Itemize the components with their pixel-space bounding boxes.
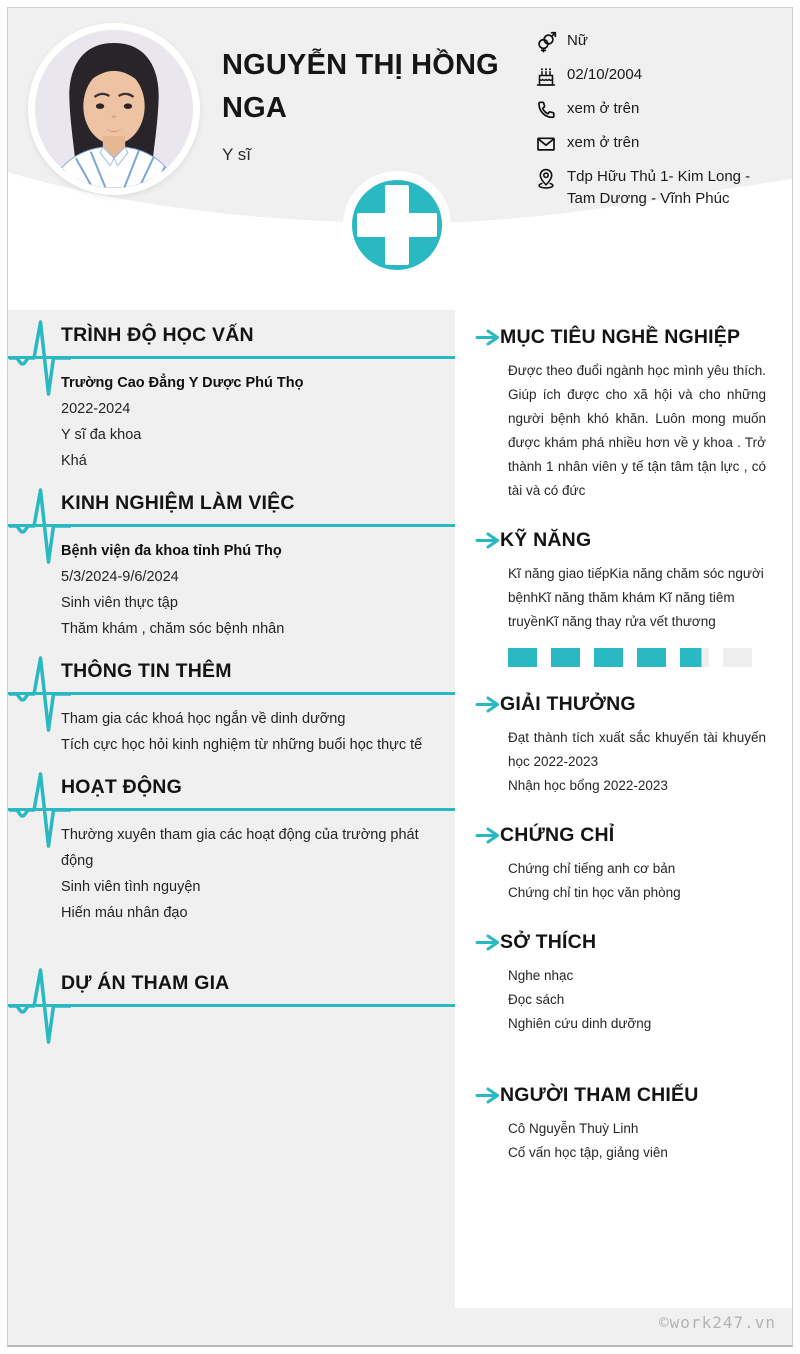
list-item: 5/3/2024-9/6/2024 — [61, 569, 179, 585]
phone-icon — [535, 99, 557, 121]
section-items — [61, 822, 437, 926]
section-rule — [8, 692, 455, 695]
section-heading-row — [475, 1084, 792, 1107]
right-section — [455, 1084, 792, 1165]
section-heading: CHỨNG CHỈ — [500, 824, 615, 846]
contact-text: xem ở trên — [567, 134, 640, 151]
birthday-icon — [535, 65, 557, 87]
profile-photo-illustration — [35, 30, 193, 188]
contact-text: xem ở trên — [567, 100, 640, 117]
contact-list — [535, 30, 765, 210]
skill-segment — [680, 648, 709, 667]
watermark: ©work247.vn — [659, 1313, 776, 1332]
list-item: Tích cực học hỏi kinh nghiệm từ những buổi học thực tế — [61, 737, 423, 753]
section-heading-row — [475, 326, 792, 349]
section-heading: MỤC TIÊU NGHỀ NGHIỆP — [500, 326, 741, 348]
contact-row — [535, 166, 765, 210]
section-items — [61, 370, 437, 474]
section-items — [508, 1117, 766, 1165]
section-paragraph: Được theo đuổi ngành học mình yêu thích. Giúp ích được cho xã hội và cho những người bệnh khó khăn. Luôn mong muốn được khám phá nhiều hơn về y khoa . Trở thành 1 nhân viên y tế tận tâm tận lực , có tài và có đức — [508, 363, 766, 498]
skill-segment — [723, 648, 752, 667]
section-heading: GIẢI THƯỞNG — [500, 693, 636, 715]
list-item: Hiến máu nhân đạo — [61, 905, 188, 921]
list-item: 2022-2024 — [61, 401, 131, 417]
contact-row — [535, 98, 765, 126]
skill-bar — [508, 648, 766, 667]
skill-segment — [594, 648, 623, 667]
arrow-icon — [475, 1087, 500, 1104]
section-items — [508, 857, 766, 905]
medical-cross-icon — [343, 171, 451, 279]
list-item: Y sĩ đa khoa — [61, 427, 142, 443]
list-item: Thăm khám , chăm sóc bệnh nhân — [61, 621, 285, 637]
list-item: Nghiên cứu dinh dưỡng — [508, 1016, 652, 1031]
contact-row — [535, 64, 765, 92]
section-heading: NGƯỜI THAM CHIẾU — [500, 1084, 699, 1106]
cv-page — [7, 7, 793, 1347]
list-item: Đạt thành tích xuất sắc khuyến tài khuyến học 2022-2023 — [508, 730, 766, 769]
right-section — [455, 824, 792, 905]
list-item: Nhận học bổng 2022-2023 — [508, 778, 668, 793]
candidate-job-title: Y sĩ — [222, 145, 251, 164]
section-rule — [8, 524, 455, 527]
arrow-icon — [475, 696, 500, 713]
list-item: Sinh viên tình nguyện — [61, 879, 201, 895]
section-rule — [8, 356, 455, 359]
section-heading: TRÌNH ĐỘ HỌC VẤN — [61, 324, 254, 346]
profile-photo — [28, 23, 200, 195]
skill-segment — [508, 648, 537, 667]
arrow-icon — [475, 934, 500, 951]
left-column — [8, 310, 455, 1345]
section-rule — [8, 808, 455, 811]
list-item: Thường xuyên tham gia các hoạt động của trường phát động — [61, 827, 419, 869]
arrow-icon — [475, 532, 500, 549]
section-heading: HOẠT ĐỘNG — [61, 776, 182, 798]
left-section — [8, 660, 455, 758]
contact-text: 02/10/2004 — [567, 66, 643, 83]
list-item: Bệnh viện đa khoa tỉnh Phú Thọ — [61, 543, 282, 559]
gender-icon — [535, 31, 557, 53]
left-section — [8, 492, 455, 642]
section-items — [61, 706, 437, 758]
section-heading-row — [475, 931, 792, 954]
right-column — [455, 310, 792, 1308]
list-item: Tham gia các khoá học ngắn về dinh dưỡng — [61, 711, 346, 727]
section-paragraph: Kĩ năng giao tiếpKia năng chăm sóc người bệnhKĩ năng thăm khám Kĩ năng tiêm truyềnKĩ năng thay rửa vết thương — [508, 566, 764, 629]
arrow-icon — [475, 329, 500, 346]
left-section — [8, 324, 455, 474]
left-section — [8, 972, 455, 1007]
section-heading-row — [475, 693, 792, 716]
section-heading: THÔNG TIN THÊM — [61, 660, 232, 682]
right-section — [455, 529, 792, 667]
location-icon — [535, 167, 557, 189]
list-item: Khá — [61, 453, 87, 469]
email-icon — [535, 133, 557, 155]
contact-row — [535, 30, 765, 58]
list-item: Đọc sách — [508, 992, 565, 1007]
contact-text: Nữ — [567, 32, 588, 49]
list-item: Trường Cao Đẳng Y Dược Phú Thọ — [61, 375, 304, 391]
list-item: Sinh viên thực tập — [61, 595, 178, 611]
right-section — [455, 693, 792, 798]
section-rule — [8, 1004, 455, 1007]
section-items — [508, 726, 766, 798]
left-section — [8, 776, 455, 926]
section-heading: SỞ THÍCH — [500, 931, 597, 953]
skill-segment — [551, 648, 580, 667]
skill-segment — [637, 648, 666, 667]
list-item: Chứng chỉ tin học văn phòng — [508, 885, 681, 900]
section-heading: DỰ ÁN THAM GIA — [61, 972, 230, 994]
candidate-name: NGUYỄN THỊ HỒNG NGA — [222, 49, 499, 124]
right-section — [455, 326, 792, 503]
section-heading: KINH NGHIỆM LÀM VIỆC — [61, 492, 295, 514]
section-items — [61, 538, 437, 642]
section-items — [508, 964, 766, 1036]
list-item: Cô Nguyễn Thuỳ Linh — [508, 1121, 639, 1136]
arrow-icon — [475, 827, 500, 844]
section-heading: KỸ NĂNG — [500, 529, 592, 551]
contact-text: Tdp Hữu Thủ 1- Kim Long - Tam Dương - Vĩnh Phúc — [567, 168, 751, 207]
list-item: Nghe nhạc — [508, 968, 574, 983]
right-section — [455, 931, 792, 1036]
section-heading-row — [475, 529, 792, 552]
contact-row — [535, 132, 765, 160]
section-heading-row — [475, 824, 792, 847]
list-item: Cố vấn học tập, giảng viên — [508, 1145, 668, 1160]
list-item: Chứng chỉ tiếng anh cơ bản — [508, 861, 676, 876]
